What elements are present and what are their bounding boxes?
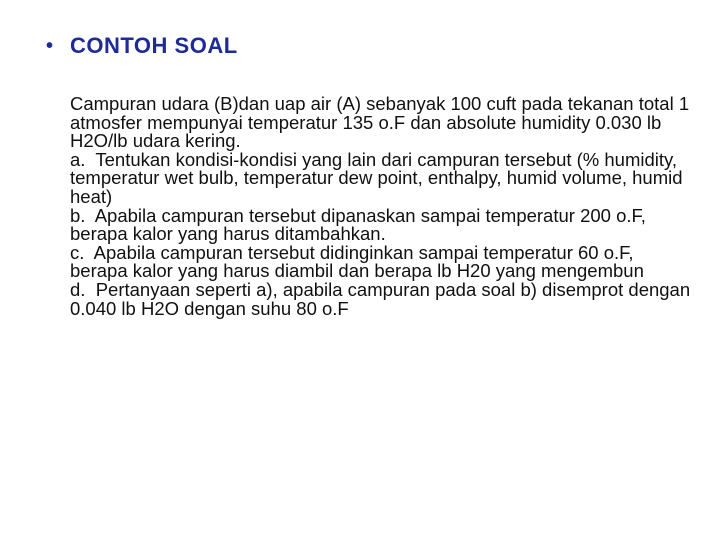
slide-heading	[46, 33, 238, 59]
question-c: c. Apabila campuran tersebut didinginkan sampai temperatur 60 o.F, berapa kalor yang harus diambil dan berapa lb H20 yang mengembun	[70, 241, 644, 282]
question-a: a. Tentukan kondisi-kondisi yang lain dari campuran tersebut (% humidity, temperatur wet bulb, temperatur dew point, enthalpy, humid volume, humid heat)	[70, 148, 688, 207]
question-b: b. Apabila campuran tersebut dipanaskan sampai temperatur 200 o.F, berapa kalor yang harus ditambahkan.	[70, 204, 652, 245]
problem-statement: Campuran udara (B)dan uap air (A) sebanyak 100 cuft pada tekanan total 1 atmosfer mempunyai temperatur 135 o.F dan absolute humidity 0.030 lb H2O/lb udara kering.	[70, 93, 695, 152]
question-d: d. Pertanyaan seperti a), apabila campuran pada soal b) disemprot dengan 0.040 lb H2O dengan suhu 80 o.F	[70, 278, 696, 319]
problem-text	[70, 95, 695, 318]
slide-title: CONTOH SOAL	[70, 33, 238, 58]
bullet-icon: •	[46, 34, 54, 57]
